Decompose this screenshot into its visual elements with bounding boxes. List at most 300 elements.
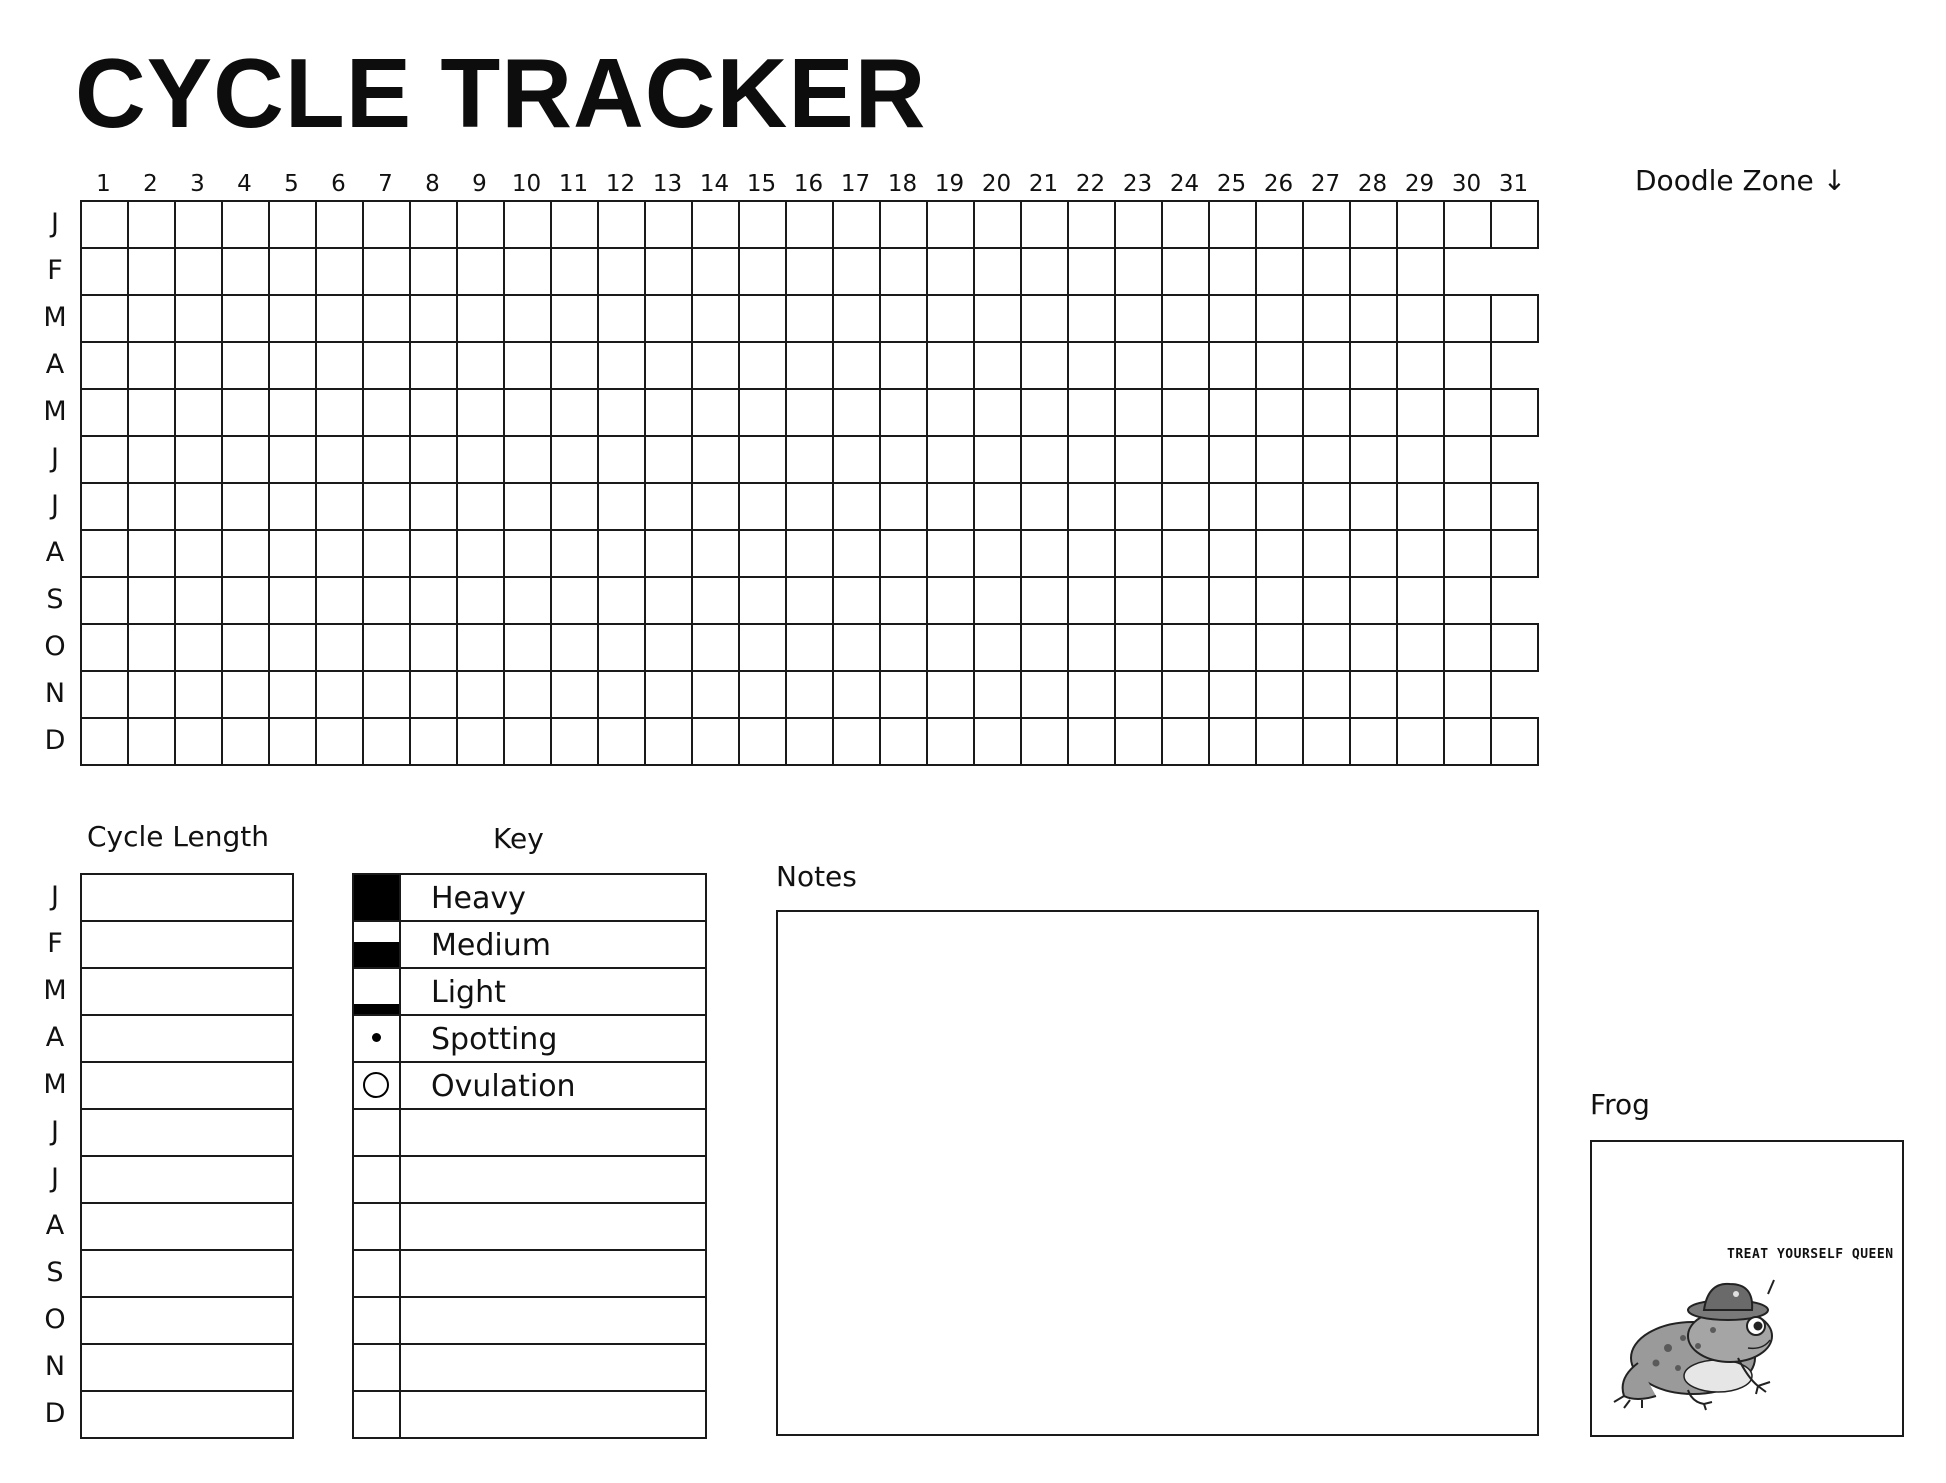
day-cell[interactable] xyxy=(1490,482,1539,531)
day-cell[interactable] xyxy=(785,435,834,484)
day-cell[interactable] xyxy=(738,623,787,672)
day-cell[interactable] xyxy=(1443,388,1492,437)
key-text-cell[interactable] xyxy=(399,1155,707,1204)
day-cell[interactable] xyxy=(362,529,411,578)
day-cell[interactable] xyxy=(221,670,270,719)
day-cell[interactable] xyxy=(1255,341,1304,390)
day-cell[interactable] xyxy=(221,623,270,672)
day-cell[interactable] xyxy=(644,341,693,390)
day-cell[interactable] xyxy=(1349,717,1398,766)
cycle-length-cell[interactable] xyxy=(80,1014,294,1063)
key-symbol-cell[interactable] xyxy=(352,1343,401,1392)
day-cell[interactable] xyxy=(1302,435,1351,484)
day-cell[interactable] xyxy=(127,435,176,484)
day-cell[interactable] xyxy=(174,435,223,484)
day-cell[interactable] xyxy=(1161,482,1210,531)
day-cell[interactable] xyxy=(785,341,834,390)
day-cell[interactable] xyxy=(879,341,928,390)
day-cell[interactable] xyxy=(80,341,129,390)
day-cell[interactable] xyxy=(738,247,787,296)
day-cell[interactable] xyxy=(691,717,740,766)
day-cell[interactable] xyxy=(362,200,411,249)
day-cell[interactable] xyxy=(1208,200,1257,249)
day-cell[interactable] xyxy=(832,435,881,484)
day-cell[interactable] xyxy=(174,294,223,343)
day-cell[interactable] xyxy=(1161,200,1210,249)
day-cell[interactable] xyxy=(597,294,646,343)
day-cell[interactable] xyxy=(221,435,270,484)
day-cell[interactable] xyxy=(973,576,1022,625)
day-cell[interactable] xyxy=(174,482,223,531)
day-cell[interactable] xyxy=(503,247,552,296)
day-cell[interactable] xyxy=(738,388,787,437)
day-cell[interactable] xyxy=(362,435,411,484)
day-cell[interactable] xyxy=(409,670,458,719)
day-cell[interactable] xyxy=(785,670,834,719)
day-cell[interactable] xyxy=(738,200,787,249)
day-cell[interactable] xyxy=(409,482,458,531)
day-cell[interactable] xyxy=(174,247,223,296)
key-text-cell[interactable] xyxy=(399,1202,707,1251)
day-cell[interactable] xyxy=(785,388,834,437)
day-cell[interactable] xyxy=(1302,294,1351,343)
key-symbol-cell[interactable] xyxy=(352,1061,401,1110)
day-cell[interactable] xyxy=(315,482,364,531)
day-cell[interactable] xyxy=(1114,717,1163,766)
day-cell[interactable] xyxy=(127,341,176,390)
day-cell[interactable] xyxy=(456,341,505,390)
day-cell[interactable] xyxy=(1349,529,1398,578)
day-cell[interactable] xyxy=(315,247,364,296)
day-cell[interactable] xyxy=(550,482,599,531)
cycle-length-cell[interactable] xyxy=(80,1296,294,1345)
day-cell[interactable] xyxy=(1490,529,1539,578)
day-cell[interactable] xyxy=(80,529,129,578)
day-cell[interactable] xyxy=(926,717,975,766)
day-cell[interactable] xyxy=(1302,200,1351,249)
day-cell[interactable] xyxy=(879,482,928,531)
day-cell[interactable] xyxy=(832,200,881,249)
day-cell[interactable] xyxy=(738,717,787,766)
day-cell[interactable] xyxy=(738,670,787,719)
day-cell[interactable] xyxy=(1490,388,1539,437)
day-cell[interactable] xyxy=(268,200,317,249)
day-cell[interactable] xyxy=(1255,670,1304,719)
day-cell[interactable] xyxy=(409,388,458,437)
day-cell[interactable] xyxy=(879,623,928,672)
day-cell[interactable] xyxy=(832,388,881,437)
cycle-length-cell[interactable] xyxy=(80,967,294,1016)
day-cell[interactable] xyxy=(1020,294,1069,343)
cycle-length-cell[interactable] xyxy=(80,1202,294,1251)
day-cell[interactable] xyxy=(315,435,364,484)
day-cell[interactable] xyxy=(879,200,928,249)
day-cell[interactable] xyxy=(315,200,364,249)
day-cell[interactable] xyxy=(1349,670,1398,719)
day-cell[interactable] xyxy=(409,717,458,766)
cycle-length-cell[interactable] xyxy=(80,1343,294,1392)
day-cell[interactable] xyxy=(1067,529,1116,578)
day-cell[interactable] xyxy=(691,341,740,390)
day-cell[interactable] xyxy=(362,576,411,625)
day-cell[interactable] xyxy=(1255,247,1304,296)
day-cell[interactable] xyxy=(80,388,129,437)
day-cell[interactable] xyxy=(80,435,129,484)
day-cell[interactable] xyxy=(1443,482,1492,531)
day-cell[interactable] xyxy=(1161,717,1210,766)
day-cell[interactable] xyxy=(1255,435,1304,484)
day-cell[interactable] xyxy=(691,200,740,249)
day-cell[interactable] xyxy=(362,717,411,766)
day-cell[interactable] xyxy=(1208,435,1257,484)
day-cell[interactable] xyxy=(127,482,176,531)
key-text-cell[interactable] xyxy=(399,1014,707,1063)
day-cell[interactable] xyxy=(832,576,881,625)
key-text-cell[interactable] xyxy=(399,1061,707,1110)
day-cell[interactable] xyxy=(597,435,646,484)
day-cell[interactable] xyxy=(315,341,364,390)
day-cell[interactable] xyxy=(1114,341,1163,390)
key-text-cell[interactable] xyxy=(399,1390,707,1439)
day-cell[interactable] xyxy=(221,247,270,296)
day-cell[interactable] xyxy=(832,294,881,343)
day-cell[interactable] xyxy=(1020,200,1069,249)
day-cell[interactable] xyxy=(80,670,129,719)
day-cell[interactable] xyxy=(221,529,270,578)
day-cell[interactable] xyxy=(221,200,270,249)
day-cell[interactable] xyxy=(644,717,693,766)
day-cell[interactable] xyxy=(973,482,1022,531)
day-cell[interactable] xyxy=(503,482,552,531)
cycle-length-cell[interactable] xyxy=(80,920,294,969)
day-cell[interactable] xyxy=(550,341,599,390)
day-cell[interactable] xyxy=(127,247,176,296)
day-cell[interactable] xyxy=(127,717,176,766)
day-cell[interactable] xyxy=(503,623,552,672)
day-cell[interactable] xyxy=(1349,247,1398,296)
day-cell[interactable] xyxy=(221,294,270,343)
day-cell[interactable] xyxy=(1020,670,1069,719)
day-cell[interactable] xyxy=(1067,576,1116,625)
day-cell[interactable] xyxy=(926,529,975,578)
day-cell[interactable] xyxy=(691,294,740,343)
day-cell[interactable] xyxy=(1020,623,1069,672)
day-cell[interactable] xyxy=(1443,200,1492,249)
day-cell[interactable] xyxy=(456,717,505,766)
day-cell[interactable] xyxy=(1255,294,1304,343)
day-cell[interactable] xyxy=(362,482,411,531)
day-cell[interactable] xyxy=(644,435,693,484)
day-cell[interactable] xyxy=(1255,717,1304,766)
cycle-length-cell[interactable] xyxy=(80,1155,294,1204)
day-cell[interactable] xyxy=(80,294,129,343)
day-cell[interactable] xyxy=(1161,576,1210,625)
day-cell[interactable] xyxy=(1490,200,1539,249)
day-cell[interactable] xyxy=(879,717,928,766)
day-cell[interactable] xyxy=(1443,623,1492,672)
day-cell[interactable] xyxy=(1349,482,1398,531)
day-cell[interactable] xyxy=(174,623,223,672)
day-cell[interactable] xyxy=(644,482,693,531)
key-symbol-cell[interactable] xyxy=(352,1296,401,1345)
day-cell[interactable] xyxy=(1349,435,1398,484)
cycle-length-cell[interactable] xyxy=(80,1108,294,1157)
day-cell[interactable] xyxy=(362,341,411,390)
day-cell[interactable] xyxy=(1020,247,1069,296)
key-text-cell[interactable] xyxy=(399,1249,707,1298)
day-cell[interactable] xyxy=(1067,435,1116,484)
key-symbol-cell[interactable] xyxy=(352,1249,401,1298)
day-cell[interactable] xyxy=(1302,670,1351,719)
day-cell[interactable] xyxy=(1067,623,1116,672)
day-cell[interactable] xyxy=(1396,717,1445,766)
day-cell[interactable] xyxy=(597,482,646,531)
day-cell[interactable] xyxy=(1020,482,1069,531)
day-cell[interactable] xyxy=(1302,388,1351,437)
day-cell[interactable] xyxy=(1020,341,1069,390)
day-cell[interactable] xyxy=(832,341,881,390)
day-cell[interactable] xyxy=(832,717,881,766)
day-cell[interactable] xyxy=(127,576,176,625)
day-cell[interactable] xyxy=(1443,435,1492,484)
day-cell[interactable] xyxy=(644,529,693,578)
day-cell[interactable] xyxy=(268,529,317,578)
key-symbol-cell[interactable] xyxy=(352,1390,401,1439)
day-cell[interactable] xyxy=(879,529,928,578)
day-cell[interactable] xyxy=(1443,294,1492,343)
day-cell[interactable] xyxy=(456,247,505,296)
day-cell[interactable] xyxy=(691,529,740,578)
day-cell[interactable] xyxy=(1302,717,1351,766)
day-cell[interactable] xyxy=(1396,670,1445,719)
day-cell[interactable] xyxy=(1114,529,1163,578)
day-cell[interactable] xyxy=(1161,388,1210,437)
day-cell[interactable] xyxy=(1349,576,1398,625)
day-cell[interactable] xyxy=(785,576,834,625)
day-cell[interactable] xyxy=(1208,717,1257,766)
day-cell[interactable] xyxy=(1396,247,1445,296)
day-cell[interactable] xyxy=(1161,529,1210,578)
day-cell[interactable] xyxy=(1208,388,1257,437)
day-cell[interactable] xyxy=(1208,482,1257,531)
day-cell[interactable] xyxy=(973,435,1022,484)
key-text-cell[interactable] xyxy=(399,920,707,969)
day-cell[interactable] xyxy=(926,576,975,625)
day-cell[interactable] xyxy=(1067,482,1116,531)
day-cell[interactable] xyxy=(456,435,505,484)
day-cell[interactable] xyxy=(1067,670,1116,719)
day-cell[interactable] xyxy=(80,576,129,625)
day-cell[interactable] xyxy=(550,576,599,625)
day-cell[interactable] xyxy=(268,294,317,343)
day-cell[interactable] xyxy=(315,670,364,719)
day-cell[interactable] xyxy=(785,623,834,672)
day-cell[interactable] xyxy=(1114,200,1163,249)
day-cell[interactable] xyxy=(1396,529,1445,578)
day-cell[interactable] xyxy=(644,294,693,343)
day-cell[interactable] xyxy=(832,670,881,719)
day-cell[interactable] xyxy=(1208,294,1257,343)
day-cell[interactable] xyxy=(456,482,505,531)
day-cell[interactable] xyxy=(691,388,740,437)
day-cell[interactable] xyxy=(1161,247,1210,296)
key-symbol-cell[interactable] xyxy=(352,1155,401,1204)
day-cell[interactable] xyxy=(80,200,129,249)
day-cell[interactable] xyxy=(926,435,975,484)
day-cell[interactable] xyxy=(362,388,411,437)
day-cell[interactable] xyxy=(409,576,458,625)
day-cell[interactable] xyxy=(456,576,505,625)
day-cell[interactable] xyxy=(1067,200,1116,249)
day-cell[interactable] xyxy=(1114,388,1163,437)
day-cell[interactable] xyxy=(174,388,223,437)
day-cell[interactable] xyxy=(362,247,411,296)
key-text-cell[interactable] xyxy=(399,1108,707,1157)
day-cell[interactable] xyxy=(268,435,317,484)
cycle-length-cell[interactable] xyxy=(80,1390,294,1439)
day-cell[interactable] xyxy=(1490,294,1539,343)
day-cell[interactable] xyxy=(644,576,693,625)
day-cell[interactable] xyxy=(1490,717,1539,766)
day-cell[interactable] xyxy=(1067,247,1116,296)
day-cell[interactable] xyxy=(550,529,599,578)
day-cell[interactable] xyxy=(1396,341,1445,390)
day-cell[interactable] xyxy=(597,576,646,625)
day-cell[interactable] xyxy=(1208,623,1257,672)
day-cell[interactable] xyxy=(1396,435,1445,484)
day-cell[interactable] xyxy=(644,623,693,672)
key-symbol-cell[interactable] xyxy=(352,1014,401,1063)
day-cell[interactable] xyxy=(973,247,1022,296)
day-cell[interactable] xyxy=(1208,247,1257,296)
day-cell[interactable] xyxy=(691,576,740,625)
day-cell[interactable] xyxy=(503,435,552,484)
day-cell[interactable] xyxy=(1161,341,1210,390)
day-cell[interactable] xyxy=(1255,482,1304,531)
day-cell[interactable] xyxy=(832,247,881,296)
day-cell[interactable] xyxy=(1067,341,1116,390)
day-cell[interactable] xyxy=(1114,294,1163,343)
key-text-cell[interactable] xyxy=(399,1343,707,1392)
day-cell[interactable] xyxy=(1302,247,1351,296)
day-cell[interactable] xyxy=(1396,482,1445,531)
day-cell[interactable] xyxy=(1396,388,1445,437)
day-cell[interactable] xyxy=(127,388,176,437)
day-cell[interactable] xyxy=(268,576,317,625)
day-cell[interactable] xyxy=(1396,294,1445,343)
day-cell[interactable] xyxy=(926,341,975,390)
day-cell[interactable] xyxy=(456,529,505,578)
day-cell[interactable] xyxy=(1255,388,1304,437)
day-cell[interactable] xyxy=(785,717,834,766)
day-cell[interactable] xyxy=(1302,623,1351,672)
day-cell[interactable] xyxy=(550,623,599,672)
day-cell[interactable] xyxy=(879,576,928,625)
day-cell[interactable] xyxy=(597,670,646,719)
day-cell[interactable] xyxy=(879,388,928,437)
day-cell[interactable] xyxy=(1349,388,1398,437)
day-cell[interactable] xyxy=(1490,623,1539,672)
day-cell[interactable] xyxy=(926,247,975,296)
key-symbol-cell[interactable] xyxy=(352,1202,401,1251)
key-symbol-cell[interactable] xyxy=(352,873,401,922)
day-cell[interactable] xyxy=(1302,482,1351,531)
day-cell[interactable] xyxy=(879,670,928,719)
day-cell[interactable] xyxy=(362,670,411,719)
day-cell[interactable] xyxy=(1020,529,1069,578)
day-cell[interactable] xyxy=(1396,576,1445,625)
day-cell[interactable] xyxy=(1443,717,1492,766)
day-cell[interactable] xyxy=(973,200,1022,249)
day-cell[interactable] xyxy=(879,294,928,343)
day-cell[interactable] xyxy=(973,388,1022,437)
day-cell[interactable] xyxy=(738,435,787,484)
day-cell[interactable] xyxy=(1067,294,1116,343)
day-cell[interactable] xyxy=(644,200,693,249)
day-cell[interactable] xyxy=(785,294,834,343)
day-cell[interactable] xyxy=(503,388,552,437)
day-cell[interactable] xyxy=(503,576,552,625)
day-cell[interactable] xyxy=(315,717,364,766)
day-cell[interactable] xyxy=(550,435,599,484)
day-cell[interactable] xyxy=(221,482,270,531)
day-cell[interactable] xyxy=(1443,670,1492,719)
day-cell[interactable] xyxy=(127,670,176,719)
day-cell[interactable] xyxy=(362,294,411,343)
day-cell[interactable] xyxy=(644,670,693,719)
day-cell[interactable] xyxy=(362,623,411,672)
day-cell[interactable] xyxy=(644,388,693,437)
day-cell[interactable] xyxy=(973,670,1022,719)
day-cell[interactable] xyxy=(1302,529,1351,578)
day-cell[interactable] xyxy=(409,435,458,484)
day-cell[interactable] xyxy=(1020,388,1069,437)
day-cell[interactable] xyxy=(691,670,740,719)
day-cell[interactable] xyxy=(456,623,505,672)
day-cell[interactable] xyxy=(597,717,646,766)
day-cell[interactable] xyxy=(644,247,693,296)
day-cell[interactable] xyxy=(409,623,458,672)
day-cell[interactable] xyxy=(80,247,129,296)
day-cell[interactable] xyxy=(926,482,975,531)
day-cell[interactable] xyxy=(268,670,317,719)
day-cell[interactable] xyxy=(1255,576,1304,625)
cycle-length-cell[interactable] xyxy=(80,1249,294,1298)
day-cell[interactable] xyxy=(174,200,223,249)
day-cell[interactable] xyxy=(127,294,176,343)
day-cell[interactable] xyxy=(315,576,364,625)
day-cell[interactable] xyxy=(832,529,881,578)
day-cell[interactable] xyxy=(268,247,317,296)
day-cell[interactable] xyxy=(1349,200,1398,249)
day-cell[interactable] xyxy=(315,623,364,672)
day-cell[interactable] xyxy=(221,341,270,390)
day-cell[interactable] xyxy=(409,529,458,578)
day-cell[interactable] xyxy=(879,435,928,484)
day-cell[interactable] xyxy=(1396,623,1445,672)
day-cell[interactable] xyxy=(926,388,975,437)
day-cell[interactable] xyxy=(503,294,552,343)
day-cell[interactable] xyxy=(174,670,223,719)
day-cell[interactable] xyxy=(1020,435,1069,484)
day-cell[interactable] xyxy=(597,388,646,437)
key-text-cell[interactable] xyxy=(399,873,707,922)
day-cell[interactable] xyxy=(738,576,787,625)
day-cell[interactable] xyxy=(550,294,599,343)
day-cell[interactable] xyxy=(1255,529,1304,578)
day-cell[interactable] xyxy=(503,670,552,719)
day-cell[interactable] xyxy=(174,529,223,578)
